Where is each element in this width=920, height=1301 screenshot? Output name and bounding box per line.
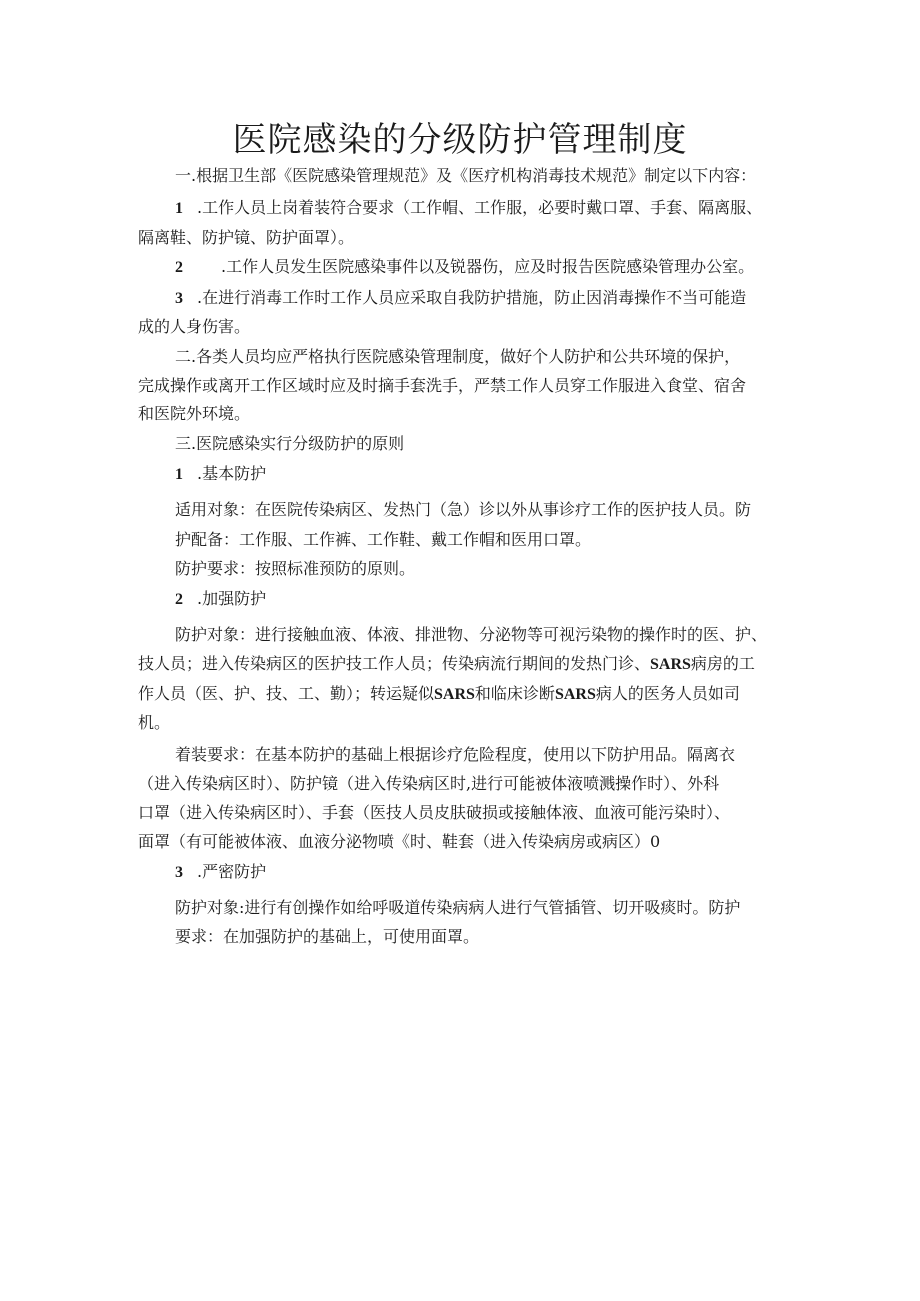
item-1-3 (175, 287, 746, 310)
basic-target (175, 499, 751, 521)
text-span: 成的人身伤害。 (138, 317, 251, 336)
sub-heading-strict (175, 861, 266, 884)
sars-term: SARS (554, 686, 596, 703)
document-title: 医院感染的分级防护管理制度 (232, 120, 688, 160)
text-span: 二.各类人员均应严格执行医院感染管理制度，做好个人防护和公共环境的保护， (175, 347, 741, 366)
text-span: .工作人员发生医院感染事件以及锐器伤，应及时报告医院感染管理办公室。 (221, 257, 755, 276)
text-span: 面罩（有可能被体液、血液分泌物喷《时、鞋套（进入传染病房或病区）0 (138, 832, 661, 851)
section-1-heading (175, 165, 756, 187)
text-span: 一.根据卫生部《医院感染管理规范》及《医疗机构消毒技术规范》制定以下内容： (175, 166, 757, 185)
text-span: 防护对象：进行接触血液、体液、排泄物、分泌物等可视污染物的操作时的医、护、 (175, 625, 768, 644)
text-span: 作人员（医、护、技、工、勤）；转运疑似 (138, 684, 435, 703)
section-3-heading (175, 433, 404, 455)
item-number: 2 (175, 591, 183, 608)
text-span: 三.医院感染实行分级防护的原则 (175, 434, 405, 453)
item-1-3-cont (138, 316, 250, 338)
text-span: 病人的医务人员如司 (595, 684, 740, 703)
basic-requirement (175, 558, 415, 580)
item-number: 3 (175, 864, 183, 881)
sub-heading-basic (175, 463, 266, 486)
enhanced-requirement-cont-3 (138, 831, 660, 853)
text-span: 要求：在加强防护的基础上，可使用面罩。 (175, 927, 480, 946)
item-number: 2 (175, 259, 183, 276)
sars-term: SARS (650, 656, 691, 673)
item-1-2 (175, 256, 754, 279)
item-1-1-cont (138, 227, 354, 249)
text-span: 和临床诊断 (474, 684, 555, 703)
item-number: 1 (175, 200, 183, 217)
section-2 (175, 346, 740, 368)
basic-target-cont (175, 529, 591, 551)
item-number: 1 (175, 466, 183, 483)
enhanced-requirement-cont-2 (138, 802, 730, 824)
text-span: .在进行消毒工作时工作人员应采取自我防护措施，防止因消毒操作不当可能造 (197, 288, 747, 307)
enhanced-target-cont-2 (138, 683, 740, 706)
text-span: （进入传染病区时）、防护镜（进入传染病区时,进行可能被体液喷溅操作时）、外科 (138, 774, 720, 793)
text-span: 病房的工 (690, 654, 755, 673)
text-span: 防护要求：按照标准预防的原则。 (175, 559, 416, 578)
text-span: 机。 (138, 713, 171, 732)
enhanced-requirement-cont-1 (138, 773, 719, 795)
text-span: 口罩（进入传染病区时）、手套（医技人员皮肤破损或接触体液、血液可能污染时）、 (138, 803, 731, 822)
text-span: 适用对象：在医院传染病区、发热门（急）诊以外从事诊疗工作的医护技人员。防 (175, 500, 752, 519)
strict-target (175, 897, 740, 919)
text-span: .加强防护 (197, 589, 267, 608)
section-2-cont-1 (138, 375, 746, 397)
text-span: 和医院外环境。 (138, 404, 251, 423)
text-span: 防护对象:进行有创操作如给呼吸道传染病病人进行气管插管、切开吸痰时。防护 (175, 898, 741, 917)
text-span: 完成操作或离开工作区域时应及时摘手套洗手，严禁工作人员穿工作服进入食堂、宿舍 (138, 376, 747, 395)
text-span: .工作人员上岗着装符合要求（工作帽、工作服，必要时戴口罩、手套、隔离服、 (197, 198, 763, 217)
text-span: 技人员；进入传染病区的医护技工作人员；传染病流行期间的发热门诊、 (138, 654, 651, 673)
enhanced-requirement (175, 744, 735, 766)
text-span: 护配备：工作服、工作裤、工作鞋、戴工作帽和医用口罩。 (175, 530, 592, 549)
text-span: 隔离鞋、防护镜、防护面罩）。 (138, 228, 355, 247)
item-1-1 (175, 197, 762, 220)
enhanced-target-cont-3 (138, 712, 170, 734)
item-number: 3 (175, 290, 183, 307)
section-2-cont-2 (138, 403, 250, 425)
text-span: 着装要求：在基本防护的基础上根据诊疗危险程度，使用以下防护用品。隔离衣 (175, 745, 736, 764)
sub-heading-enhanced (175, 588, 266, 611)
sars-term: SARS (434, 686, 475, 703)
text-span: .基本防护 (197, 464, 267, 483)
text-span: .严密防护 (197, 862, 267, 881)
enhanced-target (175, 624, 767, 646)
enhanced-target-cont-1 (138, 653, 755, 676)
strict-target-cont (175, 926, 479, 948)
